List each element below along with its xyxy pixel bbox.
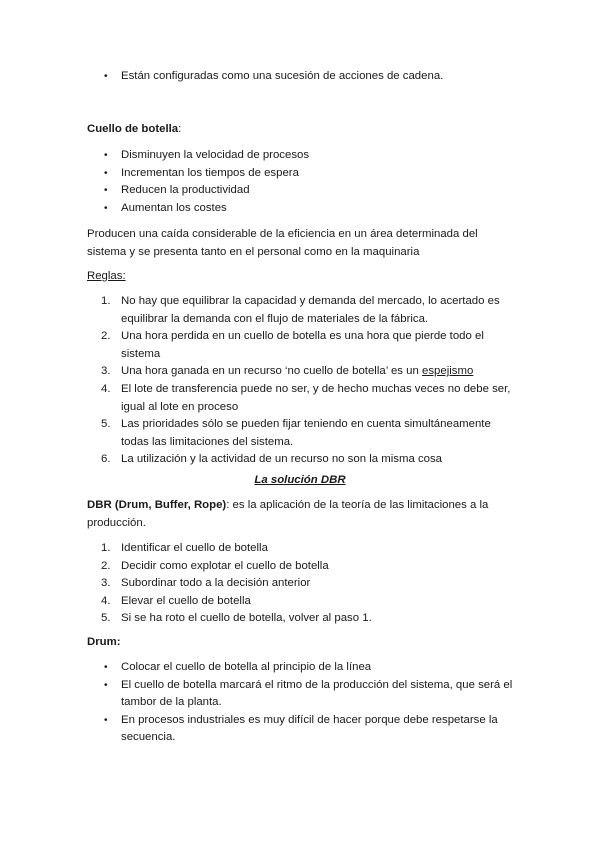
bullet-icon: •	[104, 679, 108, 691]
item-number: 5.	[101, 612, 111, 625]
bullet-icon: •	[104, 202, 108, 214]
numbered-item	[87, 593, 517, 611]
numbered-item-text: La utilización y la actividad de un recurso no son la misma cosa	[121, 453, 443, 466]
item-number: 1.	[101, 295, 111, 307]
reglas-heading	[87, 268, 517, 286]
reglas-heading-text: Reglas:	[87, 270, 126, 282]
list-item	[87, 677, 517, 712]
reglas-list	[87, 293, 517, 469]
cuello-paragraph-text: Producen una caída considerable de la eficiencia en un área determinada del sistema y se presenta tanto en el personal como en la maquinaria	[87, 228, 478, 258]
bullet-icon: •	[104, 714, 108, 726]
dbr-term: DBR (Drum, Buffer, Rope)	[87, 499, 227, 511]
item-number: 3.	[101, 577, 111, 590]
drum-list	[87, 659, 517, 747]
item-number: 2.	[101, 330, 111, 343]
numbered-item-text: Una hora ganada en un recurso ‘no cuello de botella’ es un	[121, 365, 423, 378]
numbered-item	[87, 293, 517, 328]
numbered-item	[87, 558, 517, 576]
list-item	[87, 68, 517, 86]
numbered-item-text: El lote de transferencia puede no ser, y de hecho muchas veces no debe ser, igual al lote en proceso	[121, 382, 511, 413]
underlined-word: espejismo	[422, 365, 474, 378]
numbered-item-text: Identificar el cuello de botella	[121, 542, 268, 554]
list-item	[87, 165, 517, 183]
numbered-item-text: Las prioridades sólo se pueden fijar teniendo en cuenta simultáneamente todas las limitaciones del sistema.	[121, 418, 491, 448]
cuello-heading	[87, 121, 517, 139]
item-number: 3.	[101, 365, 111, 378]
numbered-item-text: Una hora perdida en un cuello de botella es una hora que pierde todo el sistema	[121, 330, 484, 360]
cuello-paragraph	[87, 226, 517, 261]
drum-heading-text: Drum:	[87, 636, 121, 648]
list-item-text: Disminuyen la velocidad de procesos	[121, 149, 310, 161]
numbered-item-text: No hay que equilibrar la capacidad y demanda del mercado, lo acertado es equilibrar la demanda con el flujo de materiales de la fábrica.	[121, 295, 500, 325]
bullet-icon: •	[104, 150, 108, 161]
list-item-text: En procesos industriales es muy difícil de hacer porque debe respetarse la secuencia.	[121, 713, 498, 744]
item-number: 6.	[101, 453, 111, 466]
numbered-item-text: Si se ha roto el cuello de botella, volver al paso 1.	[121, 612, 372, 625]
dbr-definition	[87, 497, 517, 532]
bullet-icon: •	[104, 662, 108, 673]
drum-heading	[87, 634, 517, 652]
list-item-text: Aumentan los costes	[121, 201, 227, 214]
list-item	[87, 712, 517, 747]
cuello-heading-suffix: :	[178, 123, 182, 135]
cuello-list	[87, 147, 517, 217]
intro-list	[87, 68, 517, 86]
list-item	[87, 200, 517, 218]
numbered-item	[87, 328, 517, 363]
bullet-icon: •	[104, 71, 108, 82]
bullet-icon: •	[104, 185, 108, 197]
numbered-item	[87, 363, 517, 381]
dbr-definition-text: : es la aplicación de la teoría de las limitaciones a la producción.	[87, 499, 489, 529]
bullet-icon: •	[104, 167, 108, 179]
section-title: La solución DBR	[254, 474, 346, 486]
list-item	[87, 147, 517, 165]
numbered-item	[87, 540, 517, 558]
numbered-item	[87, 451, 517, 469]
cuello-heading-text: Cuello de botella	[87, 123, 179, 135]
item-number: 1.	[101, 542, 111, 554]
item-number: 5.	[101, 418, 111, 431]
item-number: 4.	[101, 594, 111, 607]
numbered-item-text: Elevar el cuello de botella	[121, 594, 251, 607]
numbered-item	[87, 575, 517, 593]
item-number: 2.	[101, 559, 111, 572]
numbered-item	[87, 610, 517, 628]
dbr-steps-list	[87, 540, 517, 628]
numbered-item-text: Decidir como explotar el cuello de botella	[121, 559, 329, 572]
list-item-text: Reducen la productividad	[121, 184, 250, 197]
numbered-item	[87, 381, 517, 416]
item-number: 4.	[101, 382, 111, 395]
numbered-item	[87, 416, 517, 451]
numbered-item-text: Subordinar todo a la decisión anterior	[121, 577, 311, 590]
list-item-text: Incrementan los tiempos de espera	[121, 166, 299, 179]
list-item-text: Colocar el cuello de botella al principio de la línea	[121, 661, 372, 673]
list-item	[87, 182, 517, 200]
list-item-text: Están configuradas como una sucesión de acciones de cadena.	[121, 70, 444, 82]
list-item	[87, 659, 517, 677]
list-item-text: El cuello de botella marcará el ritmo de la producción del sistema, que será el tambor de la planta.	[121, 678, 513, 709]
